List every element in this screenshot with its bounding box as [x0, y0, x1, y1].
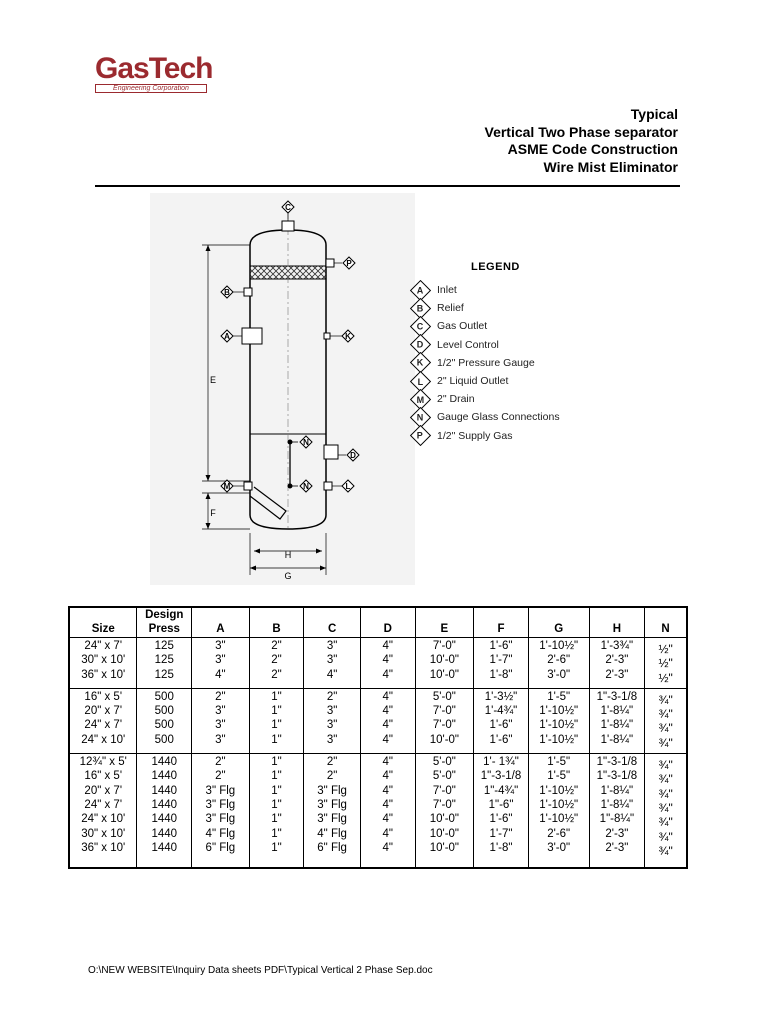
column-header-line1: [474, 608, 528, 622]
column-header-line2: Press: [148, 623, 180, 635]
cell-value: 500: [154, 705, 174, 718]
legend-item-label: 2" Liquid Outlet: [437, 375, 509, 388]
header-row: [69, 607, 687, 638]
cell-value: 2'-3": [605, 654, 629, 667]
logo-wordmark: GasTech: [95, 52, 213, 85]
inlet-pipe: [250, 487, 286, 519]
cell-value: 1": [271, 756, 282, 769]
dimension-lines: [202, 245, 326, 575]
cell-value: 1"-3-1/8: [596, 690, 638, 703]
size-group-row: [69, 754, 687, 869]
column-header-line2: Size: [91, 623, 115, 635]
cell-value: ¾": [658, 707, 673, 722]
cell-value: 3": [215, 654, 226, 667]
cell-value: ¾": [658, 786, 673, 801]
cell-value: 1": [271, 690, 282, 703]
cell-value: 1'- 1¾": [483, 756, 519, 769]
cell-value: ¾": [658, 735, 673, 750]
cell-value: 1'-5": [547, 690, 571, 703]
cell-value: 2'-6": [547, 827, 571, 840]
cell-value: 1'-10½": [539, 798, 579, 811]
cell-value: 3": [215, 733, 226, 746]
cell-value: 20" x 7': [84, 705, 123, 718]
column-header-line1: [70, 608, 136, 622]
table-cell: [69, 688, 137, 753]
cell-value: 1440: [151, 813, 178, 826]
legend-item: [408, 372, 608, 390]
table-cell: [645, 754, 687, 869]
cell-value: 1"-8¼": [599, 813, 635, 826]
dim-label-f: F: [210, 508, 216, 518]
column-header: [304, 607, 361, 638]
cell-value: 16" x 5': [84, 690, 123, 703]
marker-n-upper: N: [303, 438, 309, 447]
legend-marker-icon: C: [410, 316, 431, 337]
cell-value: 36" x 10': [81, 668, 126, 681]
cell-value: ½": [658, 670, 673, 685]
legend-item: [408, 336, 608, 354]
column-header: [360, 607, 415, 638]
cell-value: 3": [326, 654, 338, 667]
column-header: [69, 607, 137, 638]
cell-value: ¾": [658, 843, 673, 858]
cell-value: 4" Flg: [205, 827, 236, 840]
cell-value: 10'-0": [429, 827, 460, 840]
cell-value: 2": [326, 690, 338, 703]
column-header: [528, 607, 589, 638]
document-title: [485, 106, 679, 176]
file-path-footer: O:\NEW WEBSITE\Inquiry Data sheets PDF\Typical Vertical 2 Phase Sep.doc: [88, 965, 433, 976]
table-cell: [137, 688, 192, 753]
table-cell: [415, 754, 474, 869]
cell-value: ¾": [658, 721, 673, 736]
table-cell: [360, 688, 415, 753]
cell-value: 4": [382, 798, 393, 811]
dim-label-h: H: [284, 550, 292, 560]
dimensions-table: [68, 606, 688, 869]
cell-value: 24" x 7': [84, 798, 123, 811]
legend-item: [408, 390, 608, 408]
marker-l: L: [345, 482, 351, 491]
cell-value: 3": [215, 719, 226, 732]
legend-marker-icon: K: [410, 352, 431, 373]
cell-value: ¾": [658, 800, 673, 815]
dim-label-e: E: [209, 375, 217, 385]
cell-value: 1": [271, 719, 282, 732]
cell-value: 1440: [151, 756, 178, 769]
nozzle-d: [324, 445, 338, 459]
legend-item: [408, 299, 608, 317]
table-cell: [415, 688, 474, 753]
table-cell: [589, 688, 645, 753]
cell-value: 3": [215, 640, 226, 652]
cell-value: 5'-0": [432, 690, 456, 703]
table-cell: [645, 688, 687, 753]
cell-value: 3'-0": [547, 841, 571, 854]
cell-value: 125: [154, 654, 174, 667]
cell-value: 1440: [151, 841, 178, 854]
cell-value: 24" x 7': [84, 640, 123, 652]
cell-value: 1'-7": [489, 827, 513, 840]
title-line-3: ASME Code Construction: [507, 141, 678, 157]
cell-value: 3'-0": [547, 668, 571, 681]
column-header-line1: [304, 608, 360, 622]
cell-value: 24" x 10': [81, 733, 126, 746]
cell-value: 4": [382, 827, 393, 840]
table-cell: [589, 754, 645, 869]
cell-value: 1440: [151, 798, 178, 811]
title-line-1: Typical: [630, 106, 678, 122]
cell-value: 2": [215, 770, 226, 783]
cell-value: 500: [154, 690, 174, 703]
cell-value: 7'-0": [432, 798, 456, 811]
cell-value: 2'-6": [547, 654, 571, 667]
vessel-drawing: [150, 193, 415, 585]
cell-value: 10'-0": [429, 733, 460, 746]
nozzle-m: [244, 482, 252, 490]
cell-value: ¾": [658, 829, 673, 844]
table-cell: [415, 638, 474, 689]
cell-value: 4": [382, 668, 393, 681]
cell-value: 1'-10½": [539, 719, 579, 732]
cell-value: 1'-6": [489, 640, 513, 652]
cell-value: 3" Flg: [317, 798, 347, 811]
legend-marker-icon: B: [410, 298, 431, 319]
column-header-line2: C: [327, 623, 337, 635]
table-cell: [304, 638, 361, 689]
cell-value: 1'-10½": [539, 705, 579, 718]
cell-value: 1440: [151, 770, 178, 783]
table-header: [69, 607, 687, 638]
size-group-row: [69, 688, 687, 753]
cell-value: 1'-8": [489, 841, 513, 854]
legend-marker-icon: M: [410, 389, 431, 410]
cell-value: 1'-8": [489, 668, 513, 681]
column-header: [645, 607, 687, 638]
column-header-line2: A: [216, 623, 225, 635]
cell-value: 2'-3": [605, 668, 629, 681]
nozzle-p: [326, 259, 334, 267]
cell-value: 1440: [151, 827, 178, 840]
table-cell: [474, 638, 529, 689]
legend-item: [408, 317, 608, 335]
separator-diagram: [150, 193, 610, 585]
title-line-2: Vertical Two Phase separator: [484, 123, 678, 140]
cell-value: 1'-8¼": [600, 719, 634, 732]
nozzle-c: [282, 221, 294, 231]
legend-item: [408, 408, 608, 426]
column-header-line2: G: [554, 623, 564, 635]
marker-k: K: [345, 332, 351, 341]
table-cell: [304, 688, 361, 753]
cell-value: 4": [382, 719, 393, 732]
cell-value: 4": [382, 841, 393, 854]
cell-value: 3" Flg: [205, 813, 236, 826]
cell-value: ¾": [658, 692, 673, 707]
cell-value: 4": [382, 640, 393, 652]
column-header: [415, 607, 474, 638]
table-cell: [137, 638, 192, 689]
column-header-line1: [361, 608, 415, 622]
table-cell: [528, 688, 589, 753]
table-body: [69, 638, 687, 869]
table-cell: [249, 754, 304, 869]
cell-value: 2": [215, 756, 226, 769]
cell-value: 4": [215, 668, 226, 681]
cell-value: 6" Flg: [205, 841, 236, 854]
cell-value: 1'-7": [489, 654, 513, 667]
column-header-line1: [416, 608, 474, 622]
legend-item: [408, 281, 608, 299]
legend-marker-icon: D: [410, 334, 431, 355]
cell-value: 10'-0": [429, 668, 460, 681]
table-cell: [360, 638, 415, 689]
cell-value: 2": [271, 668, 282, 681]
legend-item-label: 2" Drain: [437, 393, 475, 406]
cell-value: 2": [271, 654, 282, 667]
cell-value: 30" x 10': [81, 654, 126, 667]
cell-value: 1": [271, 827, 282, 840]
table-cell: [645, 638, 687, 689]
cell-value: 5'-0": [432, 770, 456, 783]
cell-value: 1": [271, 733, 282, 746]
table-cell: [528, 754, 589, 869]
cell-value: 1'-8¼": [600, 733, 634, 746]
cell-value: 1"-4¾": [483, 784, 519, 797]
cell-value: ½": [658, 642, 673, 656]
cell-value: 2": [215, 690, 226, 703]
cell-value: 1'-3¾": [600, 640, 634, 652]
cell-value: 4": [382, 654, 393, 667]
cell-value: 500: [154, 733, 174, 746]
cell-value: 7'-0": [432, 784, 456, 797]
table-cell: [589, 638, 645, 689]
cell-value: 1"-3-1/8: [596, 756, 638, 769]
logo-subtitle: Engineering Corporation: [113, 85, 189, 92]
cell-value: 2": [326, 756, 338, 769]
cell-value: 4": [382, 813, 393, 826]
cell-value: 4": [382, 756, 393, 769]
marker-b: B: [224, 288, 230, 297]
cell-value: 3" Flg: [205, 784, 236, 797]
cell-value: 125: [154, 668, 174, 681]
cell-value: ¾": [658, 758, 673, 773]
table-cell: [192, 638, 250, 689]
legend-marker-icon: P: [410, 425, 431, 446]
title-divider: [95, 185, 680, 187]
cell-value: 3": [215, 705, 226, 718]
cell-value: 20" x 7': [84, 784, 123, 797]
cell-value: 1'-6": [489, 813, 513, 826]
title-line-4: Wire Mist Eliminator: [543, 158, 678, 175]
table-cell: [69, 754, 137, 869]
cell-value: 2": [326, 770, 338, 783]
table-cell: [137, 754, 192, 869]
table-cell: [192, 688, 250, 753]
table-cell: [528, 638, 589, 689]
cell-value: 5'-0": [432, 756, 456, 769]
column-header: [137, 607, 192, 638]
size-group-row: [69, 638, 687, 689]
marker-m: M: [223, 482, 231, 491]
legend-marker-icon: N: [410, 407, 431, 428]
cell-value: 7'-0": [432, 719, 456, 732]
nozzle-l: [324, 482, 332, 490]
column-header-line1: [529, 608, 589, 622]
cell-value: 125: [154, 640, 174, 652]
cell-value: 1'-10½": [539, 784, 579, 797]
cell-value: 1'-5": [547, 770, 571, 783]
legend-item: [408, 354, 608, 372]
cell-value: 6" Flg: [317, 841, 347, 854]
table-cell: [474, 754, 529, 869]
cell-value: 2'-3": [605, 841, 629, 854]
cell-value: 1": [271, 705, 282, 718]
cell-value: 7'-0": [432, 705, 456, 718]
cell-value: 1440: [151, 784, 178, 797]
column-header-line1: Design: [145, 609, 184, 621]
cell-value: 1'-5": [547, 756, 571, 769]
cell-value: 30" x 10': [81, 827, 126, 840]
cell-value: 1'-8¼": [600, 784, 634, 797]
cell-value: 1'-4¾": [484, 705, 518, 718]
column-header-line1: [590, 608, 645, 622]
cell-value: 1"-6": [488, 798, 514, 811]
marker-a: A: [224, 332, 230, 341]
column-header-line2: H: [612, 623, 622, 635]
table-cell: [249, 688, 304, 753]
nozzle-b: [244, 288, 252, 296]
legend-marker-icon: L: [410, 370, 431, 391]
column-header-line2: F: [497, 623, 505, 635]
legend-item-label: Inlet: [437, 284, 457, 297]
cell-value: 3" Flg: [205, 798, 236, 811]
cell-value: 3": [326, 719, 338, 732]
column-header-line2: N: [661, 623, 670, 635]
cell-value: 4": [382, 690, 393, 703]
marker-n-lower: N: [303, 482, 309, 491]
cell-value: 3": [326, 640, 338, 652]
legend-item-label: Gauge Glass Connections: [437, 411, 560, 424]
cell-value: 1'-10½": [539, 813, 579, 826]
cell-value: 10'-0": [429, 813, 460, 826]
column-header-line2: D: [383, 623, 392, 635]
cell-value: 3": [326, 705, 338, 718]
cell-value: ¾": [658, 815, 673, 830]
marker-c: C: [285, 203, 291, 212]
legend-item-label: Relief: [437, 302, 464, 315]
cell-value: 1": [271, 784, 282, 797]
cell-value: 24" x 10': [81, 813, 126, 826]
cell-value: 1'-6": [489, 733, 513, 746]
cell-value: 1": [271, 770, 282, 783]
column-header-line1: [645, 608, 686, 622]
cell-value: 1": [271, 798, 282, 811]
column-header-line1: [192, 608, 249, 622]
cell-value: 4": [382, 733, 393, 746]
legend-title: LEGEND: [471, 261, 520, 273]
cell-value: 3": [326, 733, 338, 746]
cell-value: 12¾" x 5': [79, 756, 127, 769]
logo-subtitle-bar: [95, 84, 207, 93]
column-header: [474, 607, 529, 638]
cell-value: ¾": [658, 772, 673, 787]
cell-value: 4": [382, 705, 393, 718]
legend-item-label: Gas Outlet: [437, 320, 488, 333]
table-cell: [360, 754, 415, 869]
marker-p: P: [346, 259, 352, 268]
column-header-line2: E: [440, 623, 449, 635]
table-cell: [249, 638, 304, 689]
cell-value: 4" Flg: [317, 827, 347, 840]
column-header-line1: [250, 608, 304, 622]
cell-value: 4": [382, 770, 393, 783]
cell-value: 16" x 5': [84, 770, 123, 783]
cell-value: 7'-0": [432, 640, 456, 652]
table-cell: [192, 754, 250, 869]
cell-value: 3" Flg: [317, 784, 347, 797]
dim-label-g: G: [284, 571, 292, 581]
legend-item-label: 1/2" Pressure Gauge: [437, 356, 535, 369]
cell-value: 1": [271, 813, 282, 826]
cell-value: 24" x 7': [84, 719, 123, 732]
table-cell: [69, 638, 137, 689]
nozzle-k: [324, 333, 330, 339]
column-header: [192, 607, 250, 638]
table-cell: [474, 688, 529, 753]
gastech-logo: [93, 52, 218, 100]
cell-value: 1'-10½": [539, 640, 579, 652]
cell-value: 10'-0": [429, 654, 460, 667]
cell-value: 1"-3-1/8: [596, 770, 638, 783]
cell-value: 1'-6": [489, 719, 513, 732]
cell-value: 2'-3": [605, 827, 629, 840]
cell-value: 1"-3-1/8: [480, 770, 522, 783]
legend-item-label: 1/2" Supply Gas: [437, 429, 513, 442]
column-header-line2: B: [272, 623, 281, 635]
column-header: [249, 607, 304, 638]
legend-item-label: Level Control: [437, 338, 499, 351]
cell-value: 500: [154, 719, 174, 732]
cell-value: 1'-8¼": [600, 798, 634, 811]
cell-value: 2": [271, 640, 282, 652]
table-cell: [304, 754, 361, 869]
cell-value: 3" Flg: [317, 813, 347, 826]
cell-value: 4": [382, 784, 393, 797]
legend-item: [408, 427, 608, 445]
cell-value: 1'-8¼": [600, 705, 634, 718]
cell-value: 1'-3½": [484, 690, 518, 703]
nozzle-a: [242, 328, 262, 344]
cell-value: 1": [271, 841, 282, 854]
cell-value: 4": [326, 668, 338, 681]
cell-value: 10'-0": [429, 841, 460, 854]
marker-d: D: [350, 451, 356, 460]
cell-value: 36" x 10': [81, 841, 126, 854]
cell-value: ½": [658, 656, 673, 671]
legend-marker-icon: A: [410, 279, 431, 300]
diagram-legend: [408, 261, 608, 445]
column-header: [589, 607, 645, 638]
cell-value: 1'-10½": [539, 733, 579, 746]
